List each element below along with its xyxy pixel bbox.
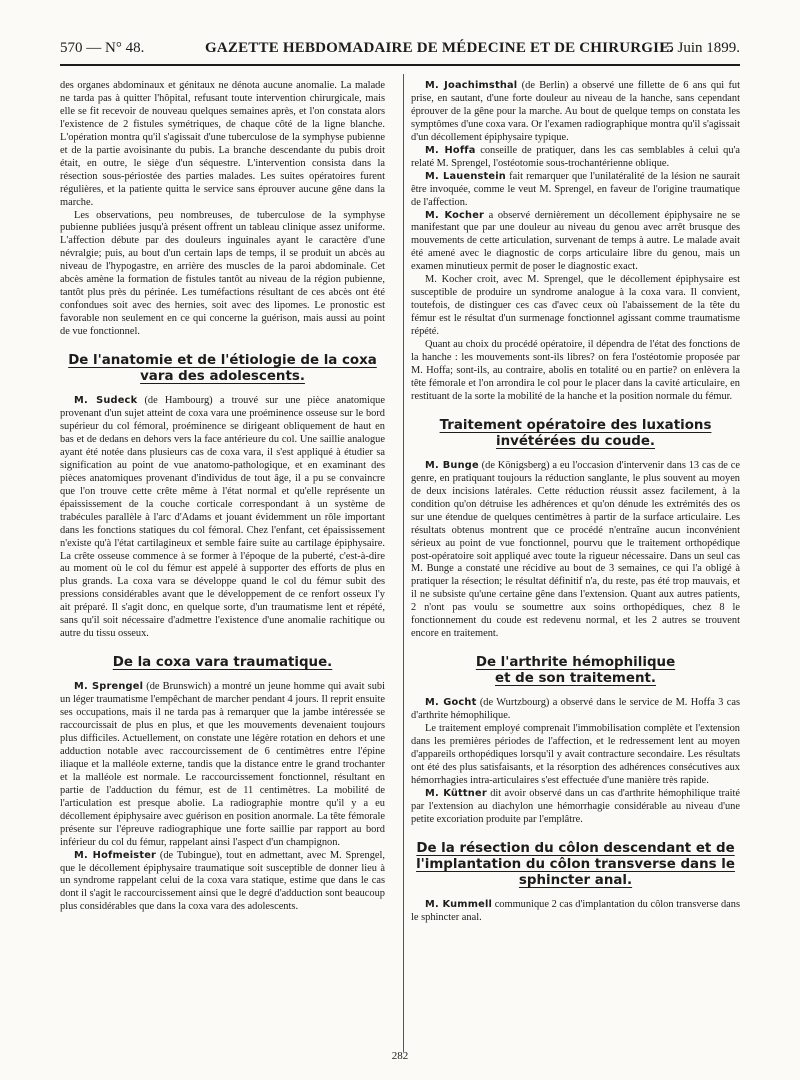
page-issue-number: 570 — N° 48. [60,40,145,56]
paragraph: M. Lauenstein fait remarquer que l'unilatéralité de la lésion ne saurait être invoquée, comme le veut M. Sprengel, en faveur de l'origine traumatique de l'affection. [411,170,740,208]
author-name: M. Gocht [425,697,477,709]
paragraph: M. Hofmeister (de Tubingue), tout en admettant, avec M. Sprengel, que le décollement épiphysaire traumatique soit susceptible de donner lieu à un syndrome rappelant celui de la coxa vara statique, estime que dans le cas dont il s'agit le raccourcissement ainsi que le degré d'adduction sont beaucoup plus considérables que dans la coxa vara des adolescents. [60,849,385,913]
paragraph: M. Küttner dit avoir observé dans un cas d'arthrite hémophilique traité par l'extension au diachylon une hémorrhagie considérable au niveau d'une petite excoriation produite par l'emplâtre. [411,787,741,825]
section-heading: De la résection du côlon descendant et de l'implantation du côlon transverse dans le sphincter anal. [416,840,735,888]
paragraph: des organes abdominaux et génitaux ne dénota aucune anomalie. La malade ne tarda pas à quitter l'hôpital, refusant toute intervention chirurgicale, mais elle se fit recevoir de nouveau quelques semaines après, et l'on constata alors l'existence de 2 fistules symétriques, de chaque côté de la ligne blanche. L'opération montra qu'il s'agissait d'une tuberculose de la symphyse pubienne et de la partie avoisinante du pubis. La branche descendante du pubis droit était, en outre, le siège d'un séquestre. L'intervention consista dans la résection sous-périostée des parties malades. Les suites opératoires furent régulières, et la patiente quitta le service sans éprouver aucune gêne dans la marche. [60,80,385,208]
paragraph: Le traitement employé comprenait l'immobilisation complète et l'extension dans les premières périodes de l'affection, et le redressement lent au moyen d'appareils orthopédiques lorsqu'il y avait contracture secondaire. Les résultats ont été des plus satisfaisants, et la résorption des adhérences consécutives aux hémorrhagies intra-articulaires s'est effectuée d'une manière très rapide. [411,723,740,786]
paragraph: M. Kocher a observé dernièrement un décollement épiphysaire ne se manifestant que par une douleur au niveau du genou avec arrêt brusque des mouvements de cette articulation, survenant de temps à autre. Le malade avait été amené avec le diagnostic de corps articulaire libre du genou, mais un examen minutieux permit de poser le diagnostic exact. [411,209,740,273]
right-column [411,80,740,925]
section-heading: De l'anatomie et de l'étiologie de la coxa vara des adolescents. [68,353,377,385]
section-heading: De la coxa vara traumatique. [112,655,333,671]
page-header [60,40,740,66]
author-name: M. Bunge [425,459,479,471]
paragraph: M. Kocher croit, avec M. Sprengel, que le décollement épiphysaire est susceptible de produire un syndrome analogue à la coxa vara. Il convient, toutefois, de distinguer ces cas d'avec ceux où l'abaissement de la tête du fémur est le résultat d'un surmenage fonctionnel agissant comme traumatisme répété. [411,274,740,338]
author-name: M. Küttner [425,787,487,799]
section-heading: Traitement opératoire des luxations invétérées du coude. [439,417,712,449]
journal-title: GAZETTE HEBDOMADAIRE DE MÉDECINE ET DE CHIRURGIE. [205,40,674,56]
left-column [60,80,385,914]
column-divider [403,74,404,1052]
paragraph: Quant au choix du procédé opératoire, il dépendra de l'état des fonctions de la hanche : les mouvements sont-ils libres? on fera l'ostéotomie proposée par M. Hoffa; sont-ils, au contraire, abolis en totalité ou en partie? on enlèvera la tête fémorale et l'on arrondira le col pour le placer dans la cavité articulaire, en restituant de la sorte la mobilité de la hanche et la position normale du fémur. [411,339,740,402]
paragraph: M. Gocht (de Wurtzbourg) a observé dans le service de M. Hoffa 3 cas d'arthrite hémophilique. [411,697,740,722]
author-name: M. Lauenstein [425,170,506,182]
author-name: M. Hoffa [425,144,476,156]
issue-date: 15 Juin 1899. [658,40,740,56]
paragraph: Les observations, peu nombreuses, de tuberculose de la symphyse pubienne publiées jusqu'à présent offrent un tableau clinique assez uniforme. L'affection débute par des douleurs inguinales ayant le caractère d'une névralgie; puis, au bout d'un certain laps de temps, il se produit un abcès au niveau de l'hypogastre, en arrière des muscles de la paroi abdominale. Cet abcès amène la formation de fistules tantôt au niveau de la région pubienne, tantôt plus près du périnée. Les tuméfactions résultant de ces abcès ont été confondues soit avec des hernies, soit avec des lipomes. Le pronostic est favorable non seulement en ce qui concerne la guérison, mais aussi au point de vue fonctionnel. [60,209,385,338]
author-name: M. Hofmeister [74,849,157,861]
paragraph: M. Hoffa conseille de pratiquer, dans les cas semblables à celui qu'a relaté M. Sprengel, l'ostéotomie sous-trochantérienne oblique. [411,144,740,169]
paragraph: M. Kummell communique 2 cas d'implantation du côlon transverse dans le sphincter anal. [411,898,740,923]
paragraph: M. Sprengel (de Brunswich) a montré un jeune homme qui avait subi un léger traumatisme l'empêchant de marcher pendant 4 jours. Il reprit ensuite ses occupations, mais il ne tarda pas à remarquer que la jambe intéressée se raccourcissait de plus en plus, et que les mouvements devenaient toujours plus difficiles. Actuellement, on constate une légère rotation en dehors et une adduction notable avec raccourcissement de 6 centimètres entre l'épine iliaque et la malléole externe, tandis que la distance entre le grand trochanter et la malléole est normale. Le raccourcissement fonctionnel, résultant en partie de l'adduction du fémur, est de 11 centimètres. La mobilité de l'articulation est presque abolie. La radiographie montre qu'il y a eu décollement épiphysaire avec guérison en position anormale. La tête fémorale présente sur l'épreuve radiographique une forte saillie par rapport au bord inférieur du col du fémur, rappelant ainsi l'aspect d'un champignon. [60,681,385,848]
section-heading: De l'arthrite hémophilique et de son traitement. [475,655,676,687]
paragraph: M. Sudeck (de Hambourg) a trouvé sur une pièce anatomique provenant d'un sujet atteint de coxa vara une proéminence osseuse sur le bord supérieur du col fémoral, proéminence se dirigeant obliquement de haut en bas et de dedans en dehors vers la face antérieure du col. Une saillie analogue ayant été notée dans plusieurs cas de coxa vara, il s'est appliqué à étudier sa signification au point de vue anatomo-pathologique, et en examinant des pièces anatomiques provenant d'individus de tout âge, il a pu se convaincre que l'on trouve cette crête même à l'état normal et qu'elle représente un épaississement de la couche corticale correspondant à un système de trabécules parallèle à l'arc d'Adams et jouant évidemment un rôle important dans les fonctions statiques du col fémoral. Chez l'enfant, cet épaississement n'existe qu'à l'état cartilagineux et semble faire suite au cartilage épiphysaire. La crête osseuse commence à se former à l'époque de la puberté, c'est-à-dire au moment où le col du fémur est appelé à supporter des efforts de plus en plus grands. La coxa vara se développe quand le col du fémur subit des pressions considérables avant que le développement de ce renfort osseux l'y ait préparé. Il s'agit donc, en quelque sorte, d'un traumatisme lent et répété, sans qu'il soit nécessaire d'admettre l'existence d'une anomalie rachitique ou autre du tissu osseux. [60,395,385,640]
paragraph: M. Joachimsthal (de Berlin) a observé une fillette de 6 ans qui fut prise, en sautant, d'une forte douleur au niveau de la hanche, sans cependant éprouver de la gêne pour la marche. Au bout de quelque temps on constata les symptômes d'une coxa vara. Or l'examen radiographique montra qu'il s'agissait d'un décollement épiphysaire typique. [411,80,740,143]
author-name: M. Sudeck [74,395,138,407]
author-name: M. Joachimsthal [425,80,518,91]
author-name: M. Kummell [425,898,493,910]
paragraph: M. Bunge (de Königsberg) a eu l'occasion d'intervenir dans 13 cas de ce genre, en pratiquant toujours la réduction sanglante, le plus souvent au moyen de deux incisions latérales. Cette réduction réussit assez facilement, à la condition qu'on détruise les adhérences et qu'on dénude les extrémités des os sur une étendue de quelques centimètres à partir de la surface articulaire. Les résultats obtenus montrent que ce procédé n'entraîne aucun inconvénient sérieux au point de vue fonctionnel, pourvu que le traitement orthopédique post-opératoire soit appliqué avec toute la rigueur nécessaire. Dans un seul cas M. Bunge a constaté une récidive au bout de 3 semaines, ce qui l'a obligé à pratiquer la résection; le résultat définitif n'a, du reste, pas été trop mauvais, et il ne subsiste qu'une certaine gêne dans l'extension. Quant aux autres patients, 2 n'ont pas voulu se soumettre aux soins orthopédiques, chez 8 le fonctionnement du coude est redevenu normal, et les 2 autres se trouvent encore en traitement. [411,459,740,640]
page-number: 282 [391,1050,409,1062]
author-name: M. Kocher [425,209,485,221]
author-name: M. Sprengel [74,681,144,693]
